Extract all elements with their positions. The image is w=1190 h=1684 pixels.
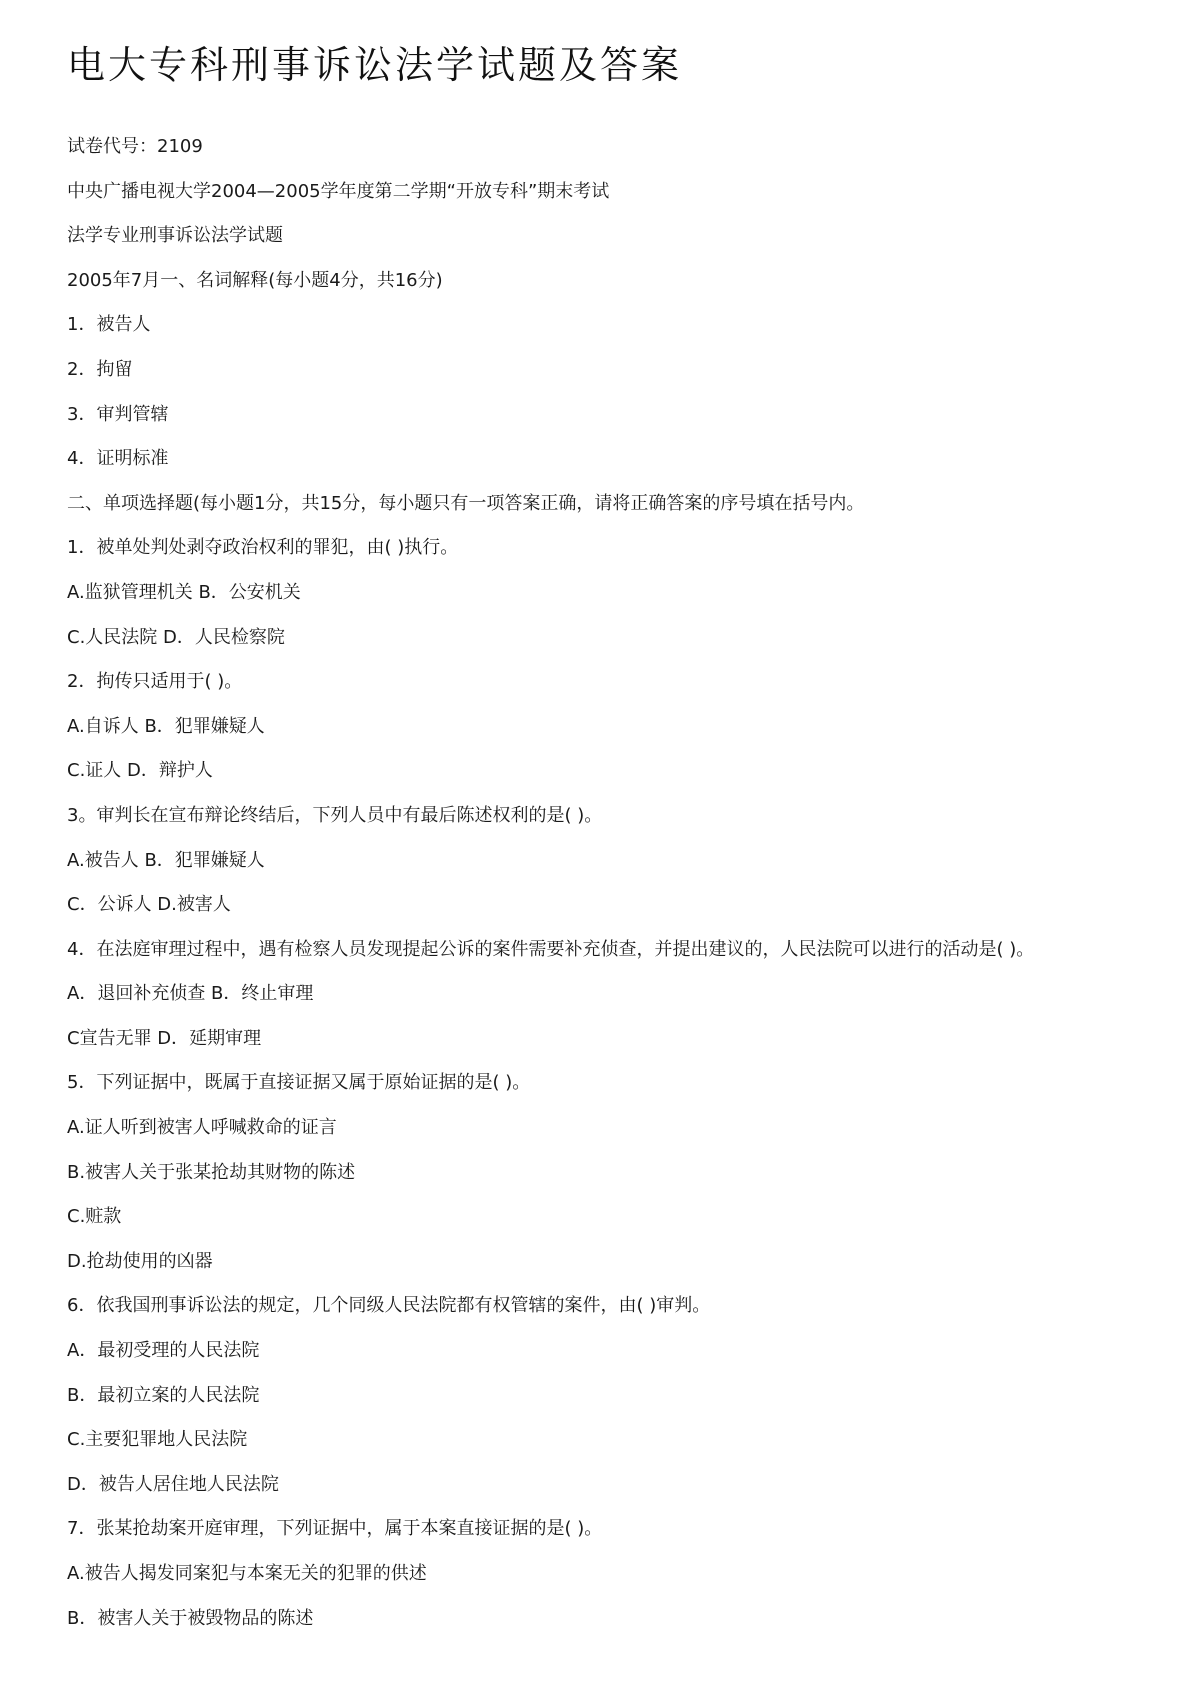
text-line: D.抢劫使用的凶器 — [67, 1250, 213, 1272]
text-line: A.监狱管理机关 B．公安机关 — [67, 581, 301, 603]
text-line: 二、单项选择题(每小题1分，共15分，每小题只有一项答案正确，请将正确答案的序号填在括号内。 — [67, 492, 865, 514]
text-line: 4．证明标准 — [67, 448, 169, 470]
text-line: 3．审判管辖 — [67, 403, 169, 425]
text-line: A.被告人 B．犯罪嫌疑人 — [67, 849, 265, 871]
text-line: 1．被告人 — [67, 314, 151, 336]
text-line: A．最初受理的人民法院 — [67, 1340, 260, 1362]
text-line: D．被告人居住地人民法院 — [67, 1473, 279, 1495]
text-line: 5．下列证据中，既属于直接证据又属于原始证据的是( )。 — [67, 1072, 531, 1094]
text-line: 2．拘留 — [67, 358, 133, 380]
text-line: 2．拘传只适用于( )。 — [67, 671, 243, 693]
text-line: 2005年7月一、名词解释(每小题4分，共16分) — [67, 269, 443, 291]
text-line: 4．在法庭审理过程中，遇有检察人员发现提起公诉的案件需要补充侦查，并提出建议的，人民法院可以进行的活动是( )。 — [67, 938, 1035, 960]
text-line: 中央广播电视大学2004—2005学年度第二学期“开放专科”期末考试 — [67, 180, 610, 202]
text-line: 3。审判长在宣布辩论终结后，下列人员中有最后陈述权利的是( )。 — [67, 804, 603, 826]
text-line: C.赃款 — [67, 1206, 122, 1228]
text-line: 6．依我国刑事诉讼法的规定，几个同级人民法院都有权管辖的案件，由( )审判。 — [67, 1295, 711, 1317]
text-line: B．被害人关于被毁物品的陈述 — [67, 1607, 314, 1629]
text-line: 7．张某抢劫案开庭审理，下列证据中，属于本案直接证据的是( )。 — [67, 1518, 603, 1540]
text-line: B．最初立案的人民法院 — [67, 1384, 260, 1406]
text-line: 1．被单处判处剥夺政治权利的罪犯，由( )执行。 — [67, 537, 459, 559]
text-line: A.证人听到被害人呼喊救命的证言 — [67, 1117, 337, 1139]
text-line: 法学专业刑事诉讼法学试题 — [67, 225, 283, 247]
text-line: C.证人 D．辩护人 — [67, 760, 213, 782]
text-line: C.主要犯罪地人民法院 — [67, 1429, 248, 1451]
text-line: A.自诉人 B．犯罪嫌疑人 — [67, 715, 265, 737]
text-line: B.被害人关于张某抢劫其财物的陈述 — [67, 1161, 356, 1183]
text-line: C宣告无罪 D．延期审理 — [67, 1027, 262, 1049]
document-title: 电大专科刑事诉讼法学试题及答案 — [67, 43, 683, 87]
document-body — [67, 134, 1157, 1650]
text-line: C.人民法院 D．人民检察院 — [67, 626, 285, 648]
text-line: 试卷代号：2109 — [67, 136, 203, 157]
text-line: A.被告人揭发同案犯与本案无关的犯罪的供述 — [67, 1563, 427, 1584]
text-line: C．公诉人 D.被害人 — [67, 894, 231, 916]
text-line: A．退回补充侦查 B．终止审理 — [67, 983, 314, 1005]
